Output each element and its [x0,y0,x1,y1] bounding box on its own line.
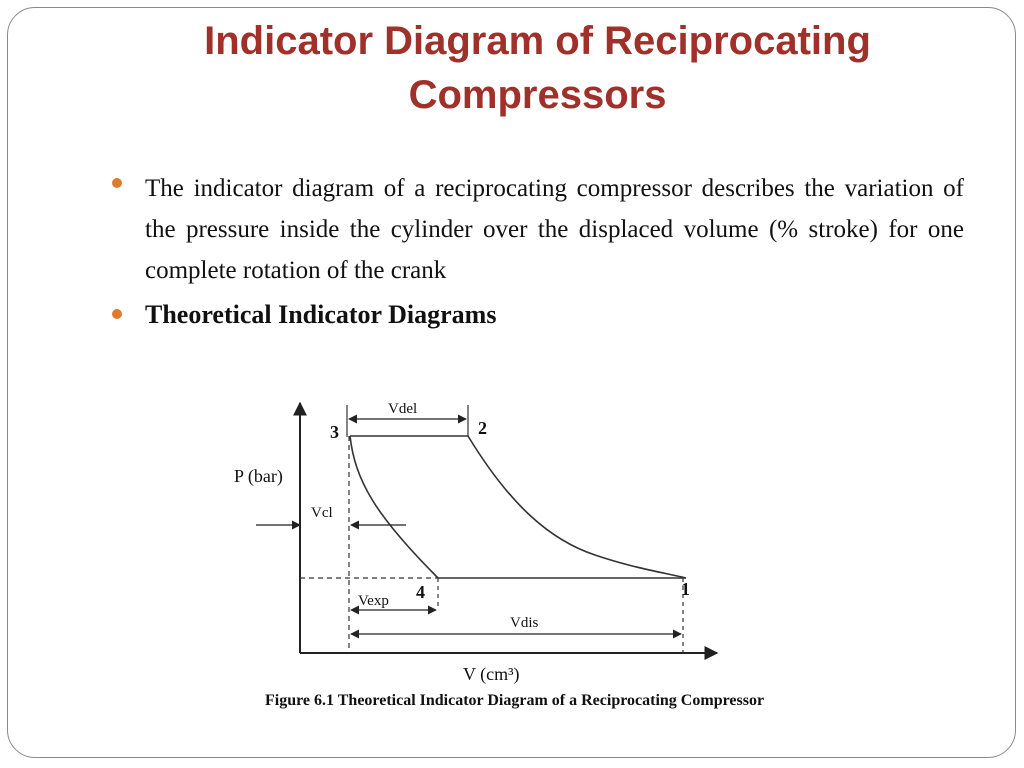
bullet-icon [112,309,122,319]
bullet-item-description [112,168,964,291]
point-label-3: 3 [330,422,339,442]
point-label-4: 4 [416,582,425,602]
bullet-icon [112,178,122,188]
figure-caption: Figure 6.1 Theoretical Indicator Diagram of a Reciprocating Compressor [265,692,765,709]
slide-title: Indicator Diagram of Reciprocating Compressors [204,19,871,117]
point-label-1: 1 [681,579,690,599]
bullet-text: The indicator diagram of a reciprocating compressor describes the variation of the pressure inside the cylinder over the displaced volume (% stroke) for one complete rotation of the crank [145,175,964,284]
indicator-diagram [220,385,820,720]
indicator-diagram-figure [220,385,820,720]
v-del-label: Vdel [388,401,418,417]
v-exp-label: Vexp [358,593,389,609]
bullet-list [112,168,964,331]
y-axis-label: P (bar) [234,466,283,486]
bullet-text: Theoretical Indicator Diagrams [145,300,497,329]
v-dis-label: Vdis [510,615,539,631]
point-label-2: 2 [478,418,487,438]
v-cl-label: Vcl [311,505,333,521]
expansion-curve-3-4 [350,436,438,578]
compression-curve-1-2 [468,436,686,578]
x-axis-label: V (cm³) [463,664,520,684]
bullet-item-theoretical [112,299,964,331]
